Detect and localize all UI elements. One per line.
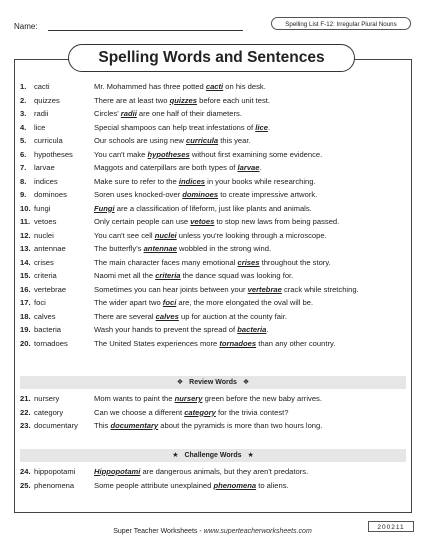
sentence-text: are dangerous animals, but they aren't predators. — [140, 467, 309, 476]
word-number: 17. — [20, 298, 31, 307]
highlighted-word: nuclei — [154, 230, 177, 240]
example-sentence — [94, 163, 262, 173]
name-line — [48, 30, 243, 31]
example-sentence — [94, 150, 322, 160]
word-number: 6. — [20, 149, 27, 159]
sentence-text: unless you're looking through a microscope. — [176, 230, 327, 240]
spelling-word: crises — [34, 257, 54, 267]
example-sentence — [94, 177, 316, 187]
sentence-text: Some people attribute unexplained — [94, 480, 214, 490]
sentence-text: up for auction at the county fair. — [178, 311, 287, 321]
spelling-word: antennae — [34, 244, 66, 253]
word-number: 18. — [20, 311, 31, 321]
sentence-text: to aliens. — [256, 480, 289, 490]
highlighted-word: criteria — [155, 271, 181, 280]
word-number: 22. — [20, 407, 31, 417]
sentence-text: Mom wants to paint the — [94, 394, 175, 403]
spelling-word: documentary — [34, 421, 78, 430]
sentence-text: Make sure to refer to the — [94, 176, 179, 186]
word-number: 8. — [20, 176, 27, 186]
word-row — [20, 394, 322, 405]
word-number: 13. — [20, 244, 31, 253]
word-number: 20. — [20, 338, 31, 348]
sentence-text: The wider apart two — [94, 298, 163, 307]
sentence-text: crack while stretching. — [281, 284, 359, 294]
sentence-text: Mr. Mohammed has three potted — [94, 82, 206, 91]
challenge-star-icon: ★ — [247, 452, 254, 459]
sentence-text: wobbled in the strong wind. — [176, 244, 272, 253]
highlighted-word: quizzes — [169, 95, 197, 105]
sentence-text: . — [259, 163, 262, 172]
sentence-text: before each unit test. — [197, 95, 271, 105]
sentence-text: this year. — [218, 136, 251, 145]
word-number: 14. — [20, 257, 31, 267]
example-sentence — [94, 271, 293, 281]
word-row — [20, 325, 269, 336]
word-row — [20, 339, 335, 350]
example-sentence — [94, 96, 270, 106]
spelling-word: radii — [34, 109, 49, 118]
word-number: 7. — [20, 163, 27, 172]
word-number: 25. — [20, 480, 31, 490]
spelling-word: hypotheses — [34, 149, 73, 159]
example-sentence — [94, 339, 335, 349]
example-sentence — [94, 408, 288, 418]
sentence-text: Circles' — [94, 109, 121, 118]
word-row — [20, 298, 313, 309]
sentence-text: Only certain people can use — [94, 217, 191, 226]
spelling-word: indices — [34, 176, 58, 186]
challenge-band — [20, 449, 406, 462]
page-title: Spelling Words and Sentences — [68, 44, 355, 72]
word-number: 24. — [20, 467, 31, 476]
highlighted-word: bacteria — [237, 325, 267, 334]
sentence-text: Soren uses knocked-over — [94, 190, 183, 199]
sentence-text: Our schools are using new — [94, 136, 187, 145]
sentence-text: than any other country. — [256, 338, 336, 348]
spelling-word: quizzes — [34, 95, 60, 105]
word-row — [20, 258, 331, 269]
highlighted-word: antennae — [143, 244, 177, 253]
spelling-word: category — [34, 407, 64, 417]
highlighted-word: phenomena — [213, 480, 257, 490]
example-sentence — [94, 285, 359, 295]
sentence-text: in your books while researching. — [205, 176, 316, 186]
sentence-text: . — [266, 325, 269, 334]
highlighted-word: vertebrae — [247, 284, 282, 294]
highlighted-word: larvae — [237, 163, 260, 172]
highlighted-word: cacti — [205, 82, 224, 91]
word-number: 11. — [20, 217, 31, 226]
word-row — [20, 123, 270, 134]
highlighted-word: category — [184, 407, 216, 417]
sentence-text: are one half of their diameters. — [136, 109, 242, 118]
spelling-word: fungi — [34, 203, 51, 213]
sentence-text: to stop new laws from being passed. — [214, 217, 340, 226]
review-symbol-icon: ❖ — [242, 379, 250, 386]
spelling-word: vertebrae — [34, 284, 67, 294]
worksheet-code: 200211 — [368, 521, 414, 532]
spelling-word: bacteria — [34, 325, 62, 334]
sentence-text: The main character faces many emotional — [94, 257, 238, 267]
highlighted-word: foci — [162, 298, 177, 307]
sentence-text: are, the more elongated the oval will be. — [176, 298, 314, 307]
highlighted-word: crises — [237, 257, 260, 267]
spelling-word: curricula — [34, 136, 63, 145]
sentence-text: . — [267, 122, 271, 132]
highlighted-word: documentary — [110, 421, 159, 430]
sentence-text: Naomi met all the — [94, 271, 156, 280]
word-row — [20, 82, 266, 93]
word-row — [20, 467, 308, 478]
sentence-text: without first examining some evidence. — [189, 149, 323, 159]
sentence-text: Maggots and caterpillars are both types of — [94, 163, 238, 172]
sentence-text: You can't see cell — [94, 230, 155, 240]
highlighted-word: Fungi — [94, 203, 115, 213]
example-sentence — [94, 244, 271, 254]
word-row — [20, 96, 270, 107]
example-sentence — [94, 109, 242, 119]
spelling-word: cacti — [34, 82, 50, 91]
word-number: 1. — [20, 82, 27, 91]
example-sentence — [94, 82, 266, 92]
review-band — [20, 376, 406, 389]
list-tag: Spelling List F-12: Irregular Plural Nouns — [271, 17, 411, 30]
review-symbol-icon: ❖ — [176, 379, 184, 386]
spelling-word: dominoes — [34, 190, 67, 199]
example-sentence — [94, 217, 339, 227]
word-number: 23. — [20, 421, 31, 430]
word-row — [20, 163, 262, 174]
sentence-text: The United States experiences more — [94, 338, 220, 348]
example-sentence — [94, 298, 313, 308]
example-sentence — [94, 190, 317, 200]
word-row — [20, 177, 316, 188]
word-number: 5. — [20, 136, 27, 145]
example-sentence — [94, 312, 287, 322]
sentence-text: the dance squad was looking for. — [180, 271, 294, 280]
example-sentence — [94, 204, 312, 214]
highlighted-word: hypotheses — [147, 149, 190, 159]
spelling-word: criteria — [34, 271, 57, 280]
spelling-word: vetoes — [34, 217, 57, 226]
example-sentence — [94, 136, 251, 146]
word-number: 10. — [20, 203, 31, 213]
spelling-word: calves — [34, 311, 56, 321]
sentence-text: The butterfly's — [94, 244, 144, 253]
spelling-word: foci — [34, 298, 46, 307]
word-row — [20, 421, 322, 432]
sentence-text: Sometimes you can hear joints between your — [94, 284, 248, 294]
word-row — [20, 109, 242, 120]
word-row — [20, 285, 359, 296]
highlighted-word: lice — [255, 122, 268, 132]
sentence-text: There are several — [94, 311, 156, 321]
sentence-text: throughout the story. — [259, 257, 331, 267]
word-number: 2. — [20, 95, 27, 105]
spelling-word: nuclei — [34, 230, 54, 240]
sentence-text: Wash your hands to prevent the spread of — [94, 325, 238, 334]
highlighted-word: dominoes — [182, 190, 219, 199]
word-number: 12. — [20, 230, 31, 240]
sentence-text: for the trivia contest? — [215, 407, 289, 417]
spelling-word: tornadoes — [34, 338, 68, 348]
word-number: 16. — [20, 284, 31, 294]
highlighted-word: vetoes — [190, 217, 215, 226]
sentence-text: are a classification of lifeform, just like plants and animals. — [114, 203, 312, 213]
spelling-word: hippopotami — [34, 467, 76, 476]
word-row — [20, 231, 327, 242]
word-row — [20, 217, 339, 228]
word-number: 9. — [20, 190, 27, 199]
example-sentence — [94, 421, 322, 431]
example-sentence — [94, 325, 269, 335]
highlighted-word: Hippopotami — [94, 467, 141, 476]
word-row — [20, 312, 287, 323]
sentence-text: This — [94, 421, 111, 430]
highlighted-word: indices — [178, 176, 206, 186]
highlighted-word: nursery — [174, 394, 203, 403]
highlighted-word: radii — [120, 109, 137, 118]
name-label: Name: — [14, 22, 38, 31]
highlighted-word: curricula — [186, 136, 219, 145]
challenge-star-icon: ★ — [172, 452, 179, 459]
spelling-word: phenomena — [34, 480, 75, 490]
example-sentence — [94, 123, 270, 133]
word-number: 19. — [20, 325, 31, 334]
word-row — [20, 408, 288, 419]
highlighted-word: calves — [155, 311, 179, 321]
sentence-text: You can't make — [94, 149, 148, 159]
spelling-word: lice — [34, 122, 46, 132]
example-sentence — [94, 394, 322, 404]
review-label: Review Words — [189, 379, 237, 386]
word-number: 3. — [20, 109, 27, 118]
sentence-text: There are at least two — [94, 95, 170, 105]
sentence-text: to create impressive artwork. — [218, 190, 318, 199]
word-number: 4. — [20, 122, 27, 132]
footer-url[interactable]: www.superteacherworksheets.com — [203, 528, 312, 535]
word-row — [20, 481, 289, 492]
sentence-text: Special shampoos can help treat infestations of — [94, 122, 256, 132]
word-row — [20, 271, 293, 282]
example-sentence — [94, 258, 331, 268]
spelling-word: nursery — [34, 394, 60, 403]
spelling-word: larvae — [34, 163, 55, 172]
word-number: 21. — [20, 394, 31, 403]
challenge-label: Challenge Words — [184, 452, 242, 459]
highlighted-word: tornadoes — [219, 338, 257, 348]
example-sentence — [94, 467, 308, 477]
word-row — [20, 204, 312, 215]
example-sentence — [94, 231, 327, 241]
footer — [0, 528, 425, 535]
word-row — [20, 150, 322, 161]
sentence-text: Can we choose a different — [94, 407, 185, 417]
sentence-text: on his desk. — [223, 82, 266, 91]
word-row — [20, 244, 271, 255]
word-number: 15. — [20, 271, 31, 280]
sentence-text: about the pyramids is more than two hours long. — [158, 421, 323, 430]
footer-text: Super Teacher Worksheets - — [113, 528, 204, 535]
example-sentence — [94, 481, 289, 491]
word-row — [20, 136, 251, 147]
word-row — [20, 190, 317, 201]
sentence-text: green before the new baby arrives. — [202, 394, 322, 403]
